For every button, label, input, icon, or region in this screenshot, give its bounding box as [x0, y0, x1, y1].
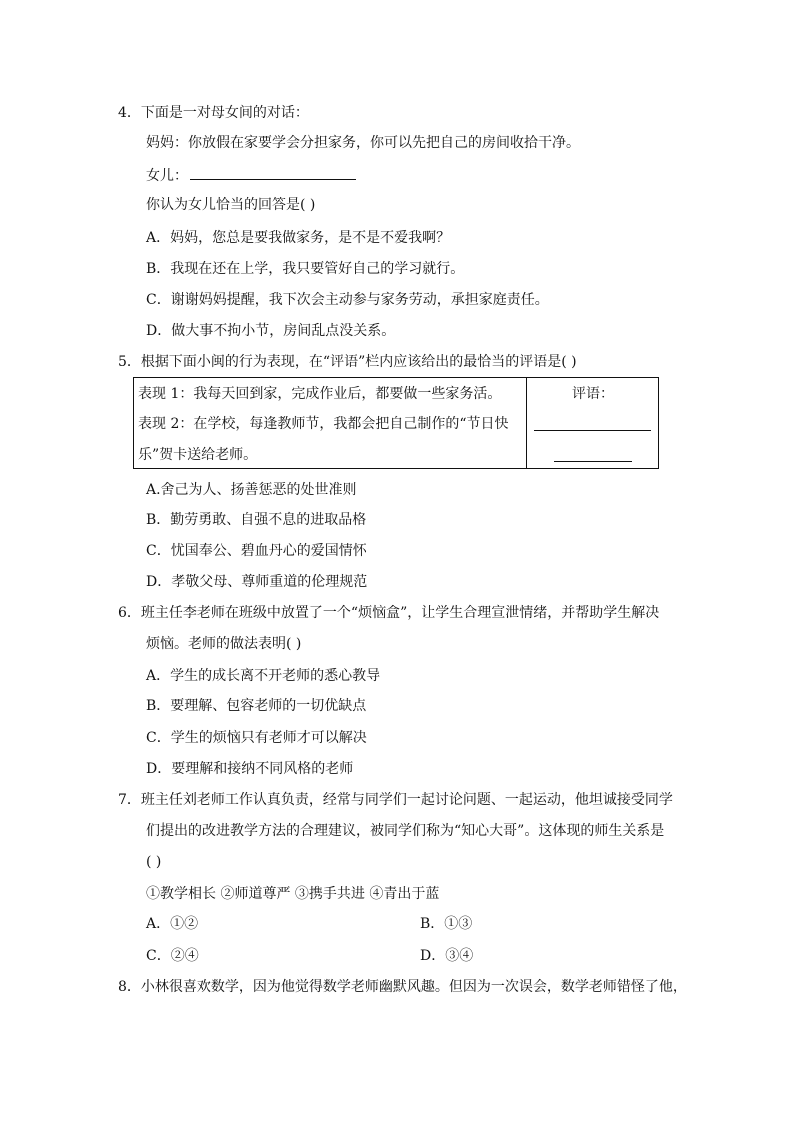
- q7-option-c: C．②④: [146, 948, 199, 964]
- q7-stem-line2: 们提出的改进教学方法的合理建议，被同学们称为“知心大哥”。这体现的师生关系是: [146, 823, 665, 839]
- q4-question: 你认为女儿恰当的回答是( ): [146, 197, 316, 213]
- q5-comment-blank-1: [534, 430, 651, 431]
- q7-option-a: A．①②: [146, 916, 199, 932]
- q5-behavior-table: [133, 377, 659, 469]
- q6-stem-line1: 6．班主任李老师在班级中放置了一个“烦恼盒”，让学生合理宣泄情绪，并帮助学生解决: [118, 605, 660, 621]
- q7-option-b: B．①③: [420, 916, 473, 932]
- q5-comment-label: 评语：: [572, 386, 614, 402]
- q5-option-c: C．忧国奉公、碧血丹心的爱国情怀: [146, 543, 367, 559]
- q5-stem: 5．根据下面小闽的行为表现，在“评语”栏内应该给出的最恰当的评语是( ): [118, 354, 577, 370]
- q4-answer-blank: [190, 179, 356, 180]
- q5-option-a: A.舍己为人、扬善惩恶的处世准则: [146, 482, 357, 498]
- q4-option-d: D．做大事不拘小节，房间乱点没关系。: [146, 323, 396, 339]
- table-divider: [526, 378, 527, 468]
- q5-row2a: 表现 2：在学校，每逢教师节，我都会把自己制作的“节日快: [138, 416, 509, 432]
- q6-option-b: B．要理解、包容老师的一切优缺点: [146, 698, 367, 714]
- q7-option-d: D．③④: [420, 948, 474, 964]
- q4-stem: 4．下面是一对母女间的对话：: [118, 105, 309, 121]
- q4-mom-line: 妈妈：你放假在家要学会分担家务，你可以先把自己的房间收拾干净。: [146, 135, 580, 151]
- q5-option-b: B．勤劳勇敢、自强不息的进取品格: [146, 512, 367, 528]
- q4-option-b: B．我现在还在上学，我只要管好自己的学习就行。: [146, 261, 465, 277]
- q7-stem-line3: ( ): [146, 854, 162, 870]
- q4-option-c: C．谢谢妈妈提醒，我下次会主动参与家务劳动，承担家庭责任。: [146, 292, 549, 308]
- q6-option-c: C．学生的烦恼只有老师才可以解决: [146, 730, 367, 746]
- q5-row2b: 乐”贺卡送给老师。: [138, 447, 258, 463]
- q5-option-d: D．孝敬父母、尊师重道的伦理规范: [146, 574, 368, 590]
- q5-comment-blank-2: [554, 461, 632, 462]
- q8-stem-line1: 8．小林很喜欢数学，因为他觉得数学老师幽默风趣。但因为一次误会，数学老师错怪了他，: [118, 979, 687, 995]
- q6-option-a: A．学生的成长离不开老师的悉心教导: [146, 668, 381, 684]
- q4-option-a: A．妈妈，您总是要我做家务，是不是不爱我啊？: [146, 230, 451, 246]
- q4-daughter-label: 女儿：: [146, 168, 188, 184]
- q7-stem-line1: 7．班主任刘老师工作认真负责，经常与同学们一起讨论问题、一起运动，他坦诚接受同学: [118, 792, 673, 808]
- q6-option-d: D．要理解和接纳不同风格的老师: [146, 761, 354, 777]
- q5-row1: 表现 1：我每天回到家，完成作业后，都要做一些家务活。: [138, 386, 502, 402]
- q6-stem-line2: 烦恼。老师的做法表明( ): [146, 636, 302, 652]
- q7-choices: ①教学相长 ②师道尊严 ③携手共进 ④青出于蓝: [146, 886, 440, 902]
